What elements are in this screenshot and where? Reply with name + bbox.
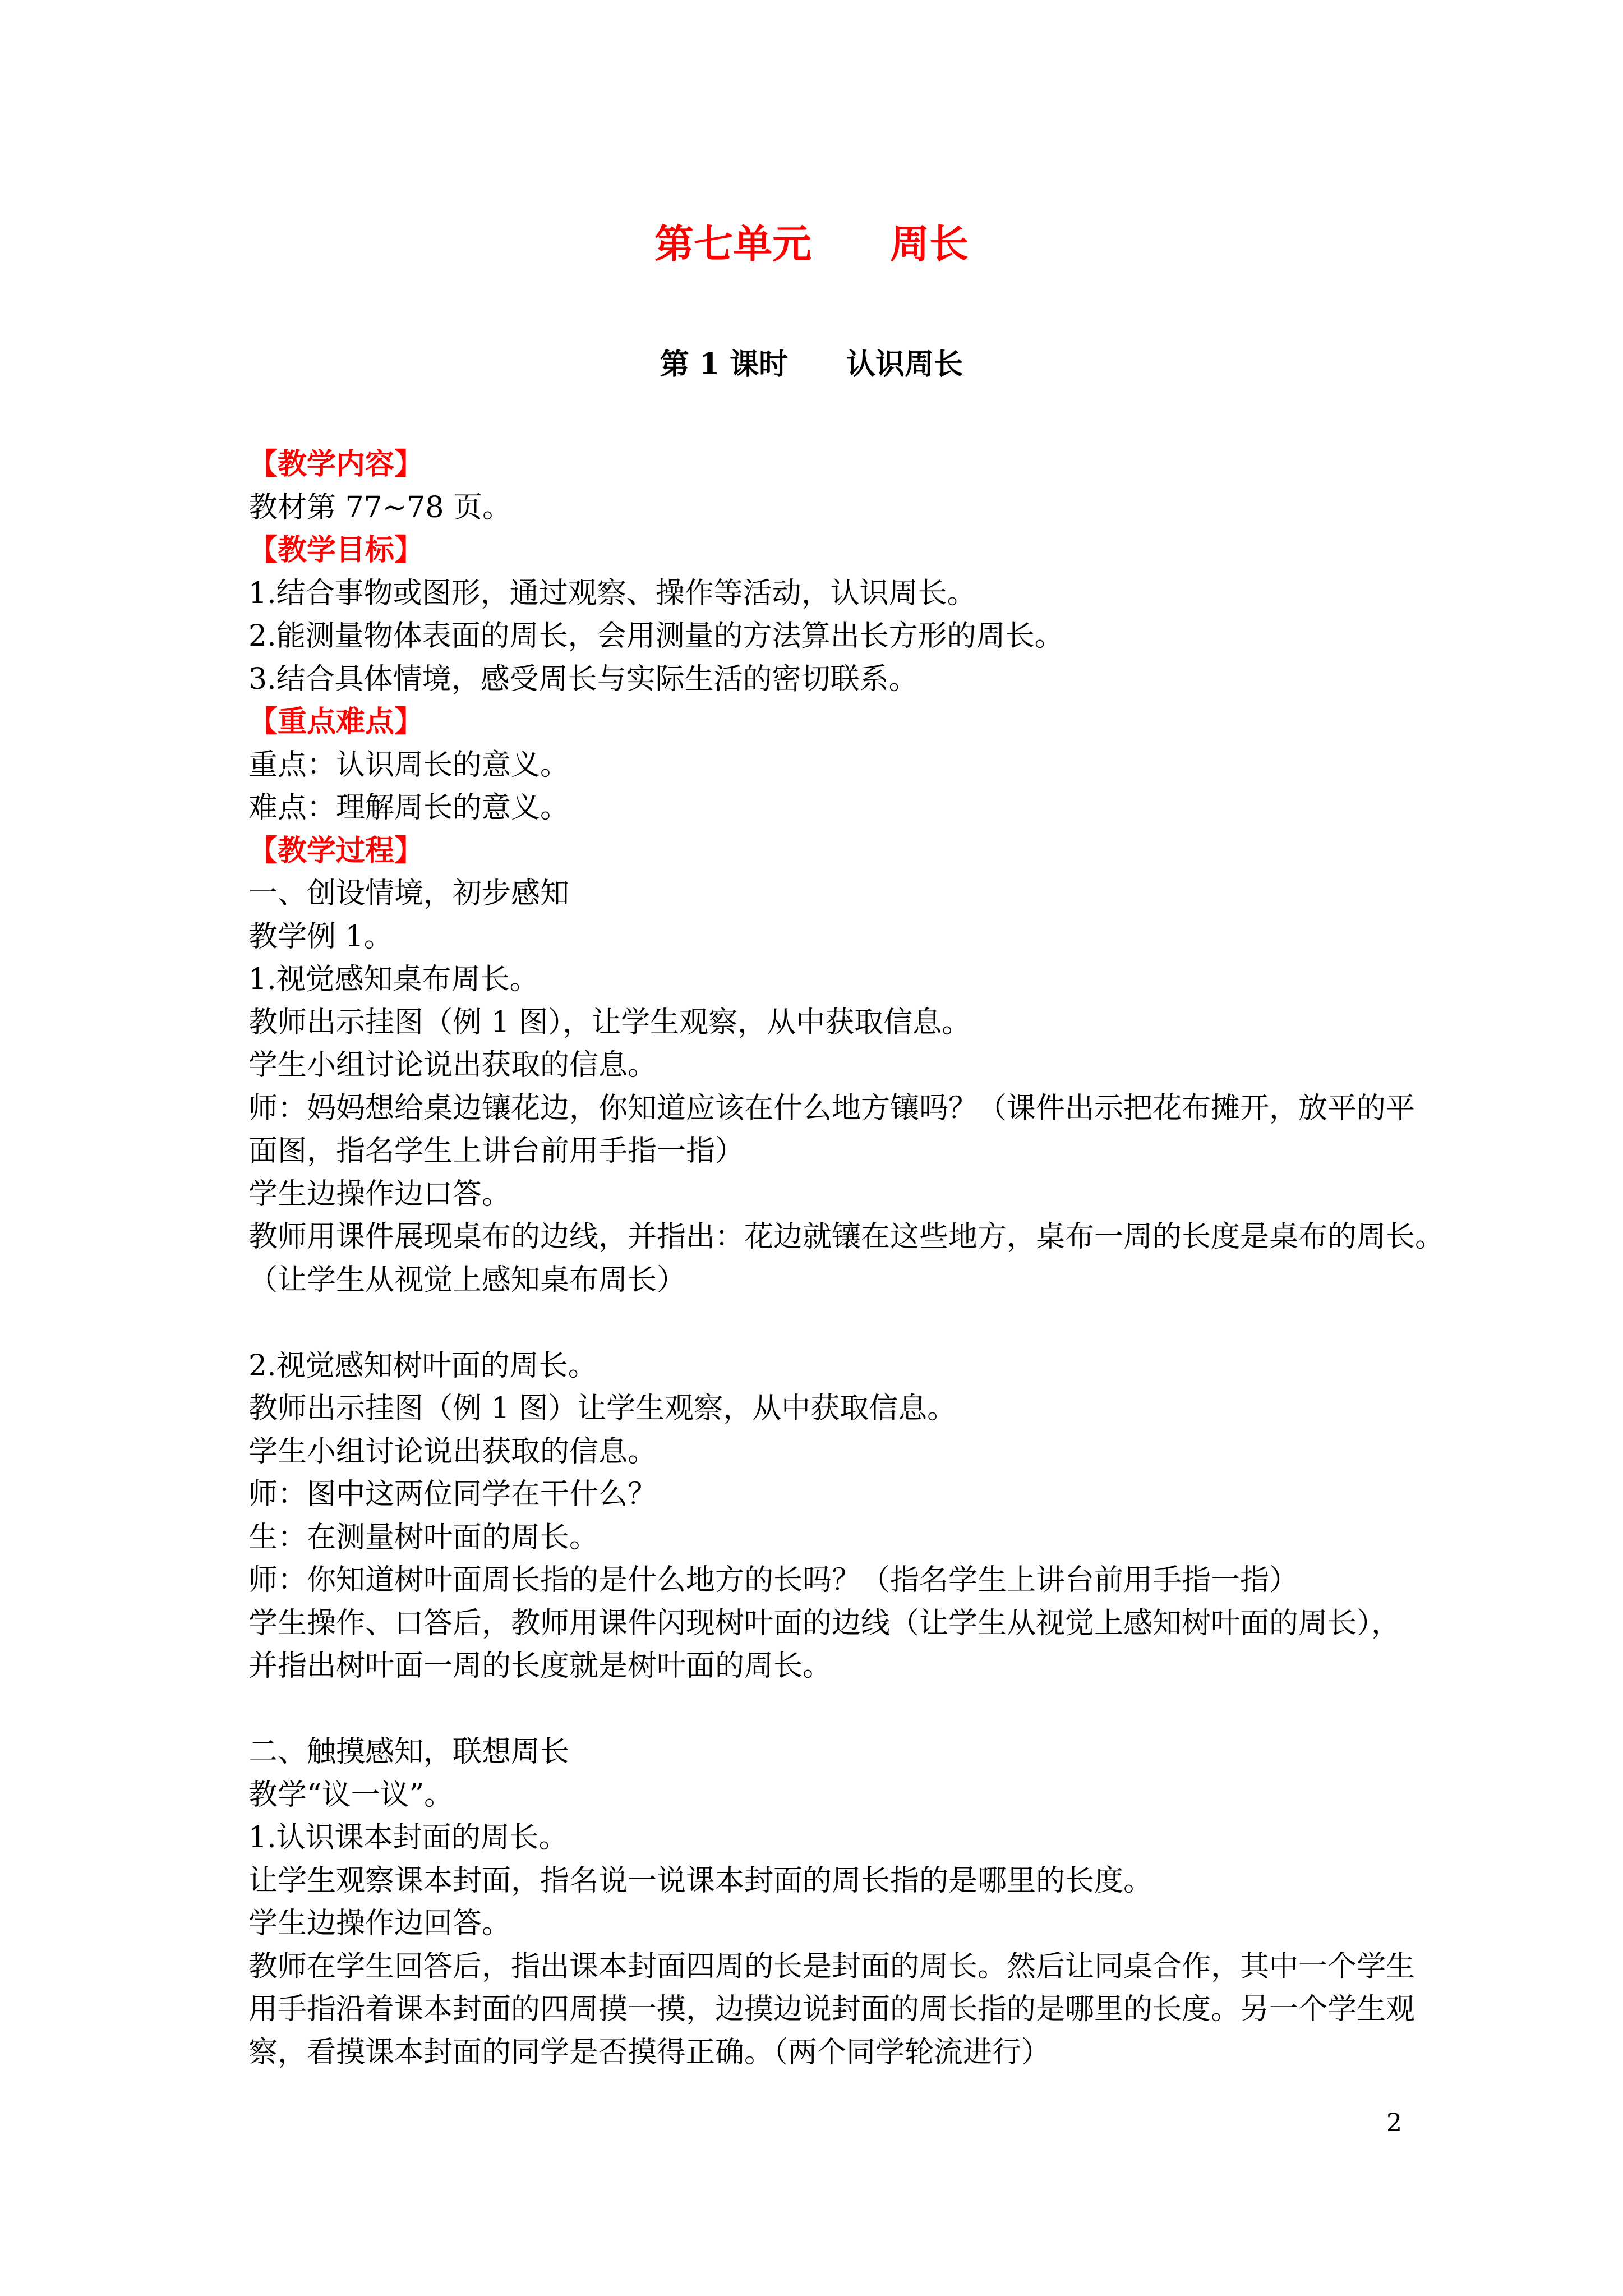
unit-title: 第七单元 周长	[654, 220, 969, 267]
text-line: 师：你知道树叶面周长指的是什么地方的长吗？（指名学生上讲台前用手指一指）	[248, 1563, 1299, 1597]
text-line: 让学生观察课本封面，指名说一说课本封面的周长指的是哪里的长度。	[248, 1864, 1153, 1898]
text-line: 师：妈妈想给桌边镶花边，你知道应该在什么地方镶吗？（课件出示把花布摊开，放平的平	[248, 1091, 1415, 1125]
text-line: 教学例 1。	[248, 919, 393, 954]
text-line: 学生小组讨论说出获取的信息。	[248, 1048, 657, 1082]
text-line: （让学生从视觉上感知桌布周长）	[248, 1263, 686, 1297]
text-line: 并指出树叶面一周的长度就是树叶面的周长。	[248, 1649, 832, 1683]
text-line: 1.认识课本封面的周长。	[248, 1821, 568, 1855]
page-number: 2	[1386, 2109, 1402, 2137]
text-line: 师：图中这两位同学在干什么？	[248, 1478, 657, 1511]
text-line: 教师出示挂图（例 1 图）让学生观察，从中获取信息。	[248, 1392, 957, 1425]
text-line: 教师出示挂图（例 1 图），让学生观察，从中获取信息。	[248, 1005, 971, 1039]
text-line: 1.结合事物或图形，通过观察、操作等活动，认识周长。	[248, 576, 976, 610]
section-heading: 【教学目标】	[248, 533, 424, 567]
text-line: 学生边操作边口答。	[248, 1177, 511, 1211]
text-line: 学生小组讨论说出获取的信息。	[248, 1434, 657, 1469]
section-heading: 【重点难点】	[248, 705, 424, 739]
text-line: 生：在测量树叶面的周长。	[248, 1520, 599, 1554]
text-line: 1.视觉感知桌布周长。	[248, 963, 539, 996]
text-line: 教师在学生回答后，指出课本封面四周的长是封面的周长。然后让同桌合作，其中一个学生	[248, 1949, 1415, 1984]
lesson-body	[248, 443, 1445, 2074]
text-line: 重点：认识周长的意义。	[248, 748, 570, 782]
text-line: 一、创设情境，初步感知	[248, 877, 570, 910]
section-heading: 【教学内容】	[248, 447, 424, 481]
text-line: 教材第 77~78 页。	[248, 490, 511, 524]
text-line: 难点：理解周长的意义。	[248, 791, 570, 825]
text-line: 2.能测量物体表面的周长，会用测量的方法算出长方形的周长。	[248, 619, 1064, 653]
text-line: 教学“议一议”。	[248, 1778, 454, 1812]
blank-line	[248, 1301, 1398, 1345]
text-line: 用手指沿着课本封面的四周摸一摸，边摸边说封面的周长指的是哪里的长度。另一个学生观	[248, 1993, 1415, 2026]
text-line: 察，看摸课本封面的同学是否摸得正确。（两个同学轮流进行）	[248, 2035, 1051, 2069]
section-heading: 【教学过程】	[248, 833, 424, 868]
text-line: 学生操作、口答后，教师用课件闪现树叶面的边线（让学生从视觉上感知树叶面的周长），	[248, 1606, 1401, 1640]
text-line: 面图，指名学生上讲台前用手指一指）	[248, 1134, 745, 1168]
blank-line	[248, 1688, 1398, 1731]
text-line: 2.视觉感知树叶面的周长。	[248, 1349, 597, 1383]
text-line: 3.结合具体情境，感受周长与实际生活的密切联系。	[248, 662, 918, 696]
text-line: 二、触摸感知，联想周长	[248, 1735, 570, 1769]
text-line: 学生边操作边回答。	[248, 1907, 511, 1940]
lesson-title: 第 1 课时 认识周长	[660, 347, 963, 381]
text-line: 教师用课件展现桌布的边线，并指出：花边就镶在这些地方，桌布一周的长度是桌布的周长。	[248, 1220, 1445, 1254]
